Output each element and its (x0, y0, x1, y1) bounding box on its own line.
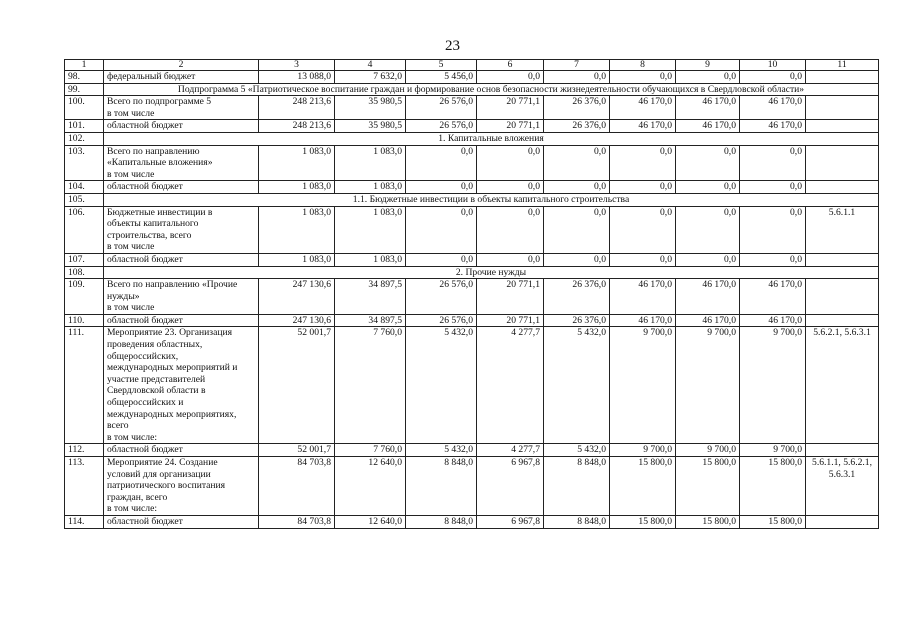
table-row (65, 457, 879, 516)
section-row (65, 83, 879, 96)
row-name: областной бюджет (104, 515, 259, 528)
row-name: областной бюджет (104, 314, 259, 327)
amount-cell: 0,0 (406, 145, 477, 181)
target-indicator-ref: 5.6.1.1, 5.6.2.1, 5.6.3.1 (806, 457, 879, 516)
amount-cell: 0,0 (740, 71, 806, 84)
amount-cell: 0,0 (477, 181, 544, 194)
amount-cell: 1 083,0 (259, 181, 335, 194)
amount-cell: 8 848,0 (544, 457, 610, 516)
table-row (65, 314, 879, 327)
table-row (65, 327, 879, 444)
amount-cell: 35 980,5 (335, 120, 406, 133)
amount-cell: 0,0 (406, 181, 477, 194)
amount-cell: 46 170,0 (676, 96, 740, 120)
row-number: 102. (65, 132, 104, 145)
row-number: 109. (65, 279, 104, 315)
amount-cell: 1 083,0 (259, 145, 335, 181)
column-header: 7 (544, 60, 610, 71)
amount-cell: 26 376,0 (544, 314, 610, 327)
section-row (65, 266, 879, 279)
amount-cell: 12 640,0 (335, 515, 406, 528)
row-name: областной бюджет (104, 181, 259, 194)
table-row (65, 206, 879, 253)
amount-cell: 46 170,0 (676, 279, 740, 315)
table-row (65, 279, 879, 315)
row-name: Всего по направлению «Прочие нужды» в том числе (104, 279, 259, 315)
row-name: Мероприятие 23. Организация проведения областных, общероссийских, международных мероприятий и участие представителей Свердловской области в общероссийских и международных мероприятиях, всего в том числе: (104, 327, 259, 444)
target-indicator-ref (806, 253, 879, 266)
table-row (65, 515, 879, 528)
amount-cell: 46 170,0 (740, 96, 806, 120)
column-header: 3 (259, 60, 335, 71)
amount-cell: 9 700,0 (676, 444, 740, 457)
amount-cell: 5 432,0 (406, 327, 477, 444)
amount-cell: 1 083,0 (335, 253, 406, 266)
amount-cell: 0,0 (544, 71, 610, 84)
column-header: 10 (740, 60, 806, 71)
target-indicator-ref (806, 71, 879, 84)
amount-cell: 46 170,0 (676, 120, 740, 133)
amount-cell: 46 170,0 (610, 96, 676, 120)
amount-cell: 26 576,0 (406, 120, 477, 133)
amount-cell: 7 632,0 (335, 71, 406, 84)
amount-cell: 6 967,8 (477, 457, 544, 516)
amount-cell: 9 700,0 (740, 327, 806, 444)
row-number: 101. (65, 120, 104, 133)
amount-cell: 247 130,6 (259, 279, 335, 315)
section-title: 1. Капитальные вложения (104, 132, 879, 145)
amount-cell: 20 771,1 (477, 314, 544, 327)
amount-cell: 52 001,7 (259, 327, 335, 444)
column-header: 6 (477, 60, 544, 71)
column-header: 2 (104, 60, 259, 71)
amount-cell: 0,0 (740, 145, 806, 181)
table-row (65, 96, 879, 120)
target-indicator-ref (806, 120, 879, 133)
amount-cell: 13 088,0 (259, 71, 335, 84)
amount-cell: 52 001,7 (259, 444, 335, 457)
target-indicator-ref (806, 314, 879, 327)
row-name: областной бюджет (104, 444, 259, 457)
amount-cell: 15 800,0 (610, 457, 676, 516)
amount-cell: 34 897,5 (335, 279, 406, 315)
row-name: областной бюджет (104, 253, 259, 266)
amount-cell: 1 083,0 (335, 181, 406, 194)
amount-cell: 15 800,0 (740, 515, 806, 528)
amount-cell: 26 376,0 (544, 96, 610, 120)
amount-cell: 247 130,6 (259, 314, 335, 327)
target-indicator-ref (806, 145, 879, 181)
amount-cell: 15 800,0 (610, 515, 676, 528)
amount-cell: 34 897,5 (335, 314, 406, 327)
row-name: Бюджетные инвестиции в объекты капитального строительства, всего в том числе (104, 206, 259, 253)
column-header: 1 (65, 60, 104, 71)
row-name: Всего по направлению «Капитальные вложения» в том числе (104, 145, 259, 181)
row-number: 114. (65, 515, 104, 528)
amount-cell: 1 083,0 (335, 206, 406, 253)
amount-cell: 5 456,0 (406, 71, 477, 84)
amount-cell: 12 640,0 (335, 457, 406, 516)
page-number: 23 (445, 38, 460, 54)
amount-cell: 7 760,0 (335, 327, 406, 444)
row-name: Мероприятие 24. Создание условий для организации патриотического воспитания граждан, всего в том числе: (104, 457, 259, 516)
amount-cell: 8 848,0 (406, 515, 477, 528)
column-header: 4 (335, 60, 406, 71)
amount-cell: 9 700,0 (676, 327, 740, 444)
row-name: Всего по подпрограмме 5 в том числе (104, 96, 259, 120)
amount-cell: 15 800,0 (676, 457, 740, 516)
amount-cell: 9 700,0 (610, 327, 676, 444)
row-number: 98. (65, 71, 104, 84)
amount-cell: 46 170,0 (610, 279, 676, 315)
amount-cell: 0,0 (740, 181, 806, 194)
amount-cell: 15 800,0 (676, 515, 740, 528)
budget-table (64, 59, 879, 529)
target-indicator-ref (806, 181, 879, 194)
amount-cell: 0,0 (676, 206, 740, 253)
target-indicator-ref (806, 444, 879, 457)
row-number: 100. (65, 96, 104, 120)
amount-cell: 26 576,0 (406, 279, 477, 315)
row-name: областной бюджет (104, 120, 259, 133)
amount-cell: 26 376,0 (544, 120, 610, 133)
row-number: 99. (65, 83, 104, 96)
row-number: 113. (65, 457, 104, 516)
amount-cell: 1 083,0 (259, 253, 335, 266)
amount-cell: 46 170,0 (740, 279, 806, 315)
amount-cell: 46 170,0 (610, 120, 676, 133)
amount-cell: 9 700,0 (740, 444, 806, 457)
amount-cell: 46 170,0 (676, 314, 740, 327)
amount-cell: 0,0 (610, 71, 676, 84)
row-number: 103. (65, 145, 104, 181)
table-row (65, 120, 879, 133)
column-header: 8 (610, 60, 676, 71)
target-indicator-ref (806, 96, 879, 120)
row-number: 105. (65, 193, 104, 206)
amount-cell: 46 170,0 (740, 314, 806, 327)
table-row (65, 253, 879, 266)
table-row (65, 444, 879, 457)
row-number: 106. (65, 206, 104, 253)
row-number: 111. (65, 327, 104, 444)
amount-cell: 5 432,0 (406, 444, 477, 457)
amount-cell: 0,0 (477, 145, 544, 181)
amount-cell: 26 576,0 (406, 314, 477, 327)
amount-cell: 26 376,0 (544, 279, 610, 315)
amount-cell: 9 700,0 (610, 444, 676, 457)
row-name: федеральный бюджет (104, 71, 259, 84)
amount-cell: 4 277,7 (477, 327, 544, 444)
amount-cell: 5 432,0 (544, 444, 610, 457)
row-number: 108. (65, 266, 104, 279)
amount-cell: 0,0 (406, 253, 477, 266)
amount-cell: 0,0 (610, 145, 676, 181)
target-indicator-ref: 5.6.2.1, 5.6.3.1 (806, 327, 879, 444)
amount-cell: 8 848,0 (406, 457, 477, 516)
amount-cell: 46 170,0 (610, 314, 676, 327)
amount-cell: 248 213,6 (259, 120, 335, 133)
amount-cell: 0,0 (676, 181, 740, 194)
amount-cell: 15 800,0 (740, 457, 806, 516)
column-header: 11 (806, 60, 879, 71)
amount-cell: 248 213,6 (259, 96, 335, 120)
amount-cell: 46 170,0 (740, 120, 806, 133)
amount-cell: 0,0 (477, 206, 544, 253)
target-indicator-ref: 5.6.1.1 (806, 206, 879, 253)
section-title: 2. Прочие нужды (104, 266, 879, 279)
amount-cell: 0,0 (676, 71, 740, 84)
amount-cell: 20 771,1 (477, 120, 544, 133)
amount-cell: 0,0 (740, 206, 806, 253)
amount-cell: 20 771,1 (477, 96, 544, 120)
amount-cell: 0,0 (544, 253, 610, 266)
amount-cell: 8 848,0 (544, 515, 610, 528)
amount-cell: 20 771,1 (477, 279, 544, 315)
amount-cell: 26 576,0 (406, 96, 477, 120)
amount-cell: 0,0 (477, 71, 544, 84)
table-row (65, 71, 879, 84)
amount-cell: 0,0 (477, 253, 544, 266)
table-row (65, 181, 879, 194)
amount-cell: 0,0 (544, 206, 610, 253)
amount-cell: 1 083,0 (335, 145, 406, 181)
section-row (65, 193, 879, 206)
amount-cell: 35 980,5 (335, 96, 406, 120)
amount-cell: 7 760,0 (335, 444, 406, 457)
target-indicator-ref (806, 279, 879, 315)
section-title: 1.1. Бюджетные инвестиции в объекты капитального строительства (104, 193, 879, 206)
amount-cell: 6 967,8 (477, 515, 544, 528)
row-number: 104. (65, 181, 104, 194)
amount-cell: 0,0 (610, 181, 676, 194)
column-number-row (65, 60, 879, 71)
amount-cell: 1 083,0 (259, 206, 335, 253)
column-header: 9 (676, 60, 740, 71)
row-number: 107. (65, 253, 104, 266)
amount-cell: 0,0 (676, 253, 740, 266)
amount-cell: 0,0 (740, 253, 806, 266)
target-indicator-ref (806, 515, 879, 528)
amount-cell: 0,0 (610, 206, 676, 253)
section-title: Подпрограмма 5 «Патриотическое воспитание граждан и формирование основ безопасности жизнедеятельности обучающихся в Свердловской области» (104, 83, 879, 96)
amount-cell: 0,0 (544, 181, 610, 194)
amount-cell: 84 703,8 (259, 457, 335, 516)
amount-cell: 4 277,7 (477, 444, 544, 457)
row-number: 112. (65, 444, 104, 457)
amount-cell: 0,0 (676, 145, 740, 181)
section-row (65, 132, 879, 145)
amount-cell: 84 703,8 (259, 515, 335, 528)
amount-cell: 5 432,0 (544, 327, 610, 444)
table-row (65, 145, 879, 181)
amount-cell: 0,0 (544, 145, 610, 181)
amount-cell: 0,0 (406, 206, 477, 253)
column-header: 5 (406, 60, 477, 71)
row-number: 110. (65, 314, 104, 327)
amount-cell: 0,0 (610, 253, 676, 266)
